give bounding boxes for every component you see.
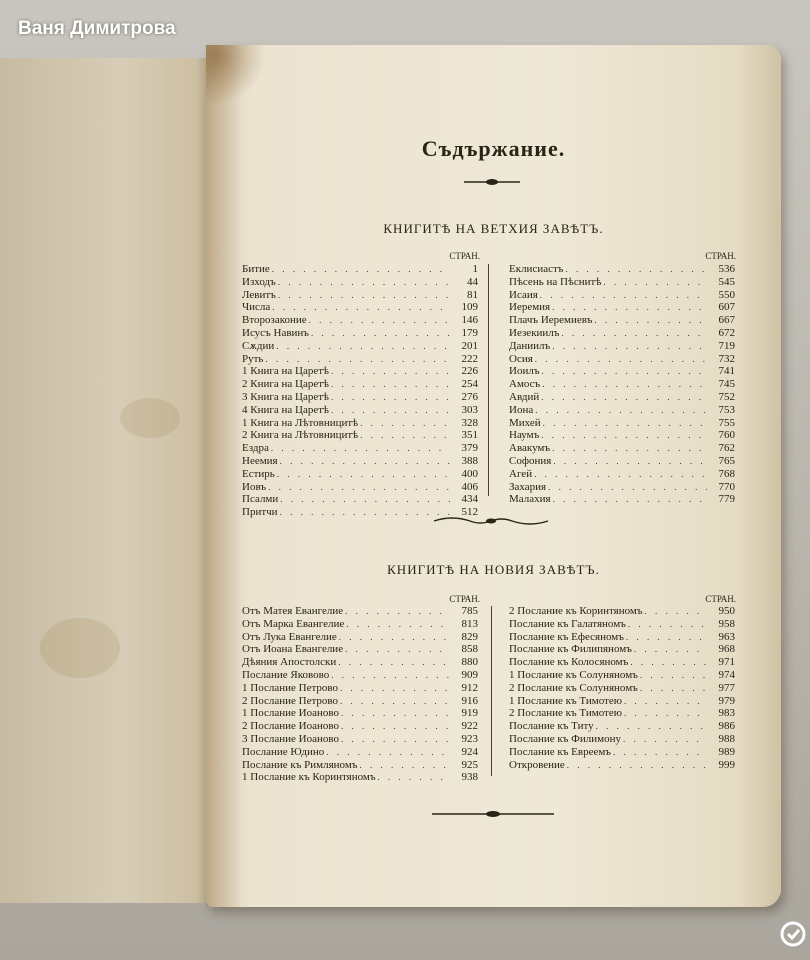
leader-dots xyxy=(552,301,707,314)
toc-entry xyxy=(509,301,735,314)
leader-dots xyxy=(541,429,707,442)
toc-entry-page: 785 xyxy=(461,605,478,617)
toc-entry-page: 276 xyxy=(461,390,478,403)
leader-dots xyxy=(603,276,707,289)
leader-dots xyxy=(630,656,707,669)
toc-entry-page: 924 xyxy=(461,745,478,758)
toc-entry-page: 974 xyxy=(718,668,735,681)
leader-dots xyxy=(360,759,451,772)
new-testament-left-page-header: СТРАН. xyxy=(449,594,480,604)
toc-entry xyxy=(242,720,478,733)
leader-dots xyxy=(543,417,707,430)
toc-entry xyxy=(242,365,478,378)
toc-entry-title: Иона xyxy=(509,403,534,416)
toc-entry xyxy=(242,493,478,506)
toc-entry xyxy=(242,656,478,669)
toc-entry-title: 2 Книга на Лѣтовницитѣ xyxy=(242,429,359,442)
title-ornament xyxy=(462,176,522,188)
toc-entry-title: Притчи xyxy=(242,506,278,519)
leader-dots xyxy=(640,669,707,682)
toc-entry-title: Послание къ Галатяномъ xyxy=(509,617,626,630)
leader-dots xyxy=(613,746,707,759)
toc-entry-page: 1 xyxy=(472,263,478,275)
toc-entry xyxy=(509,289,735,302)
toc-entry-title: 1 Послание Петрово xyxy=(242,681,339,694)
toc-entry xyxy=(242,301,478,314)
toc-entry-title: Захария xyxy=(509,480,547,493)
toc-entry xyxy=(242,276,478,289)
toc-entry xyxy=(242,417,478,430)
toc-entry-page: 968 xyxy=(718,643,735,656)
toc-entry xyxy=(509,481,735,494)
toc-entry-title: Послание къ Филипяномъ xyxy=(509,643,632,656)
toc-entry xyxy=(509,340,735,353)
toc-entry-page: 109 xyxy=(461,301,478,314)
watermark: Ваня Димитрова xyxy=(18,18,176,39)
column-divider xyxy=(488,264,489,496)
toc-entry-title: Иовъ xyxy=(242,480,267,493)
toc-entry xyxy=(242,771,478,784)
toc-entry xyxy=(509,404,735,417)
page-corner-stain xyxy=(206,45,266,105)
toc-entry-title: Плачъ Иеремиевъ xyxy=(509,314,593,327)
leader-dots xyxy=(331,365,450,378)
leader-dots xyxy=(340,695,450,708)
new-testament-right-list xyxy=(509,605,735,771)
leader-dots xyxy=(277,468,450,481)
toc-entry-title: Михей xyxy=(509,416,541,429)
leader-dots xyxy=(278,289,450,302)
toc-entry xyxy=(509,746,735,759)
leader-dots xyxy=(378,771,450,784)
toc-entry-title: 2 Послание къ Коринтяномъ xyxy=(509,605,643,617)
toc-entry-title: Авдий xyxy=(509,390,540,403)
toc-entry-title: Амосъ xyxy=(509,378,541,391)
leader-dots xyxy=(624,695,707,708)
toc-entry-title: 1 Книга на Царетѣ xyxy=(242,365,330,378)
toc-entry-title: Осия xyxy=(509,352,533,365)
toc-entry-title: 2 Послание къ Тимотею xyxy=(509,707,622,720)
toc-entry xyxy=(509,455,735,468)
leader-dots xyxy=(331,404,450,417)
toc-entry-title: Послание къ Римляномъ xyxy=(242,758,358,771)
toc-entry xyxy=(242,605,478,618)
toc-entry xyxy=(242,481,478,494)
toc-entry-page: 741 xyxy=(718,365,735,378)
toc-entry-page: 201 xyxy=(461,339,478,352)
toc-entry-page: 760 xyxy=(718,429,735,442)
toc-entry-page: 938 xyxy=(461,771,478,784)
toc-entry-page: 989 xyxy=(718,745,735,758)
leader-dots xyxy=(534,468,707,481)
toc-entry xyxy=(509,631,735,644)
toc-entry-page: 222 xyxy=(461,352,478,365)
leader-dots xyxy=(265,353,450,366)
toc-entry xyxy=(242,327,478,340)
toc-entry xyxy=(509,695,735,708)
toc-entry-page: 988 xyxy=(718,732,735,745)
toc-entry xyxy=(509,442,735,455)
toc-entry xyxy=(509,378,735,391)
toc-entry xyxy=(509,618,735,631)
toc-entry-title: Сѫдии xyxy=(242,339,275,352)
toc-entry-page: 925 xyxy=(461,758,478,771)
toc-entry xyxy=(509,468,735,481)
toc-entry-title: 1 Послание Иоаново xyxy=(242,707,339,720)
toc-entry xyxy=(509,682,735,695)
toc-entry-page: 406 xyxy=(461,480,478,493)
leader-dots xyxy=(594,314,707,327)
old-testament-right-list xyxy=(509,263,735,506)
toc-entry xyxy=(242,263,478,276)
toc-entry-page: 745 xyxy=(718,378,735,391)
toc-entry xyxy=(242,314,478,327)
leader-dots xyxy=(280,506,450,519)
leader-dots xyxy=(278,276,450,289)
leader-dots xyxy=(640,682,707,695)
leader-dots xyxy=(280,455,450,468)
toc-entry-page: 512 xyxy=(461,506,478,519)
toc-entry-title: Второзаконие xyxy=(242,314,307,327)
toc-entry-title: Исаия xyxy=(509,288,538,301)
toc-entry-page: 979 xyxy=(718,694,735,707)
toc-entry-title: Послание Юдино xyxy=(242,745,325,758)
leader-dots xyxy=(542,365,707,378)
toc-entry xyxy=(242,618,478,631)
toc-entry-title: Наумъ xyxy=(509,429,540,442)
toc-entry-page: 303 xyxy=(461,403,478,416)
leader-dots xyxy=(271,442,450,455)
toc-entry xyxy=(242,429,478,442)
toc-entry-page: 351 xyxy=(461,429,478,442)
toc-entry-page: 919 xyxy=(461,707,478,720)
toc-entry-page: 950 xyxy=(718,605,735,617)
toc-entry-title: Отъ Матея Евангелие xyxy=(242,605,344,617)
toc-entry-page: 550 xyxy=(718,288,735,301)
toc-entry-title: Откровение xyxy=(509,758,565,771)
leader-dots xyxy=(628,618,707,631)
toc-entry xyxy=(242,643,478,656)
toc-entry-title: Послание къ Колосяномъ xyxy=(509,656,629,669)
toc-entry-title: Иеремия xyxy=(509,301,551,314)
toc-entry-title: Неемия xyxy=(242,454,278,467)
leader-dots xyxy=(624,707,707,720)
toc-entry-page: 545 xyxy=(718,275,735,288)
toc-entry xyxy=(509,365,735,378)
toc-entry xyxy=(509,391,735,404)
left-page xyxy=(0,58,222,903)
old-testament-heading: КНИГИТѢ НА ВЕТХИЯ ЗАВѢТЪ. xyxy=(383,221,604,236)
toc-entry-page: 667 xyxy=(718,314,735,327)
toc-entry xyxy=(242,468,478,481)
toc-entry xyxy=(242,455,478,468)
section-ornament xyxy=(432,514,550,528)
toc-entry xyxy=(242,707,478,720)
leader-dots xyxy=(331,391,450,404)
toc-entry-page: 923 xyxy=(461,732,478,745)
toc-entry-title: Послание къ Ефесяномъ xyxy=(509,630,624,643)
leader-dots xyxy=(645,605,707,618)
toc-entry-page: 770 xyxy=(718,480,735,493)
toc-entry-page: 388 xyxy=(461,454,478,467)
old-testament-right-page-header: СТРАН. xyxy=(705,251,736,261)
toc-entry-title: Пѣсень на Пѣснитѣ xyxy=(509,275,602,288)
leader-dots xyxy=(268,481,450,494)
toc-entry-page: 732 xyxy=(718,352,735,365)
leader-dots xyxy=(345,643,450,656)
toc-entry xyxy=(509,720,735,733)
toc-entry-page: 779 xyxy=(718,493,735,506)
new-testament-heading: КНИГИТѢ НА НОВИЯ ЗАВѢТЪ. xyxy=(387,562,600,577)
leader-dots xyxy=(272,263,450,276)
toc-entry-title: Левитъ xyxy=(242,288,276,301)
leader-dots xyxy=(553,493,707,506)
new-testament-left-list xyxy=(242,605,478,784)
toc-entry-page: 977 xyxy=(718,681,735,694)
toc-entry-page: 963 xyxy=(718,630,735,643)
toc-entry xyxy=(242,746,478,759)
leader-dots xyxy=(567,759,707,772)
leader-dots xyxy=(623,733,707,746)
toc-entry xyxy=(509,314,735,327)
leader-dots xyxy=(548,481,707,494)
leader-dots xyxy=(553,455,707,468)
toc-entry xyxy=(509,276,735,289)
toc-entry xyxy=(242,378,478,391)
leader-dots xyxy=(272,301,450,314)
toc-entry-title: Руть xyxy=(242,352,264,365)
old-testament-left-page-header: СТРАН. xyxy=(449,251,480,261)
toc-entry-title: Иезекиилъ xyxy=(509,326,560,339)
leader-dots xyxy=(561,327,707,340)
toc-entry-title: Ездра xyxy=(242,442,269,455)
toc-entry-page: 971 xyxy=(718,656,735,669)
toc-entry-page: 254 xyxy=(461,378,478,391)
toc-entry-title: Исусъ Навинъ xyxy=(242,326,309,339)
leader-dots xyxy=(596,720,707,733)
toc-entry xyxy=(509,669,735,682)
leader-dots xyxy=(339,631,450,644)
toc-entry-page: 755 xyxy=(718,416,735,429)
leader-dots xyxy=(280,493,450,506)
toc-entry xyxy=(242,669,478,682)
leader-dots xyxy=(276,340,450,353)
leader-dots xyxy=(326,746,450,759)
toc-entry xyxy=(509,417,735,430)
toc-entry-page: 536 xyxy=(718,263,735,275)
toc-entry-title: 3 Книга на Царетѣ xyxy=(242,390,330,403)
toc-entry-title: 1 Послание къ Коринтяномъ xyxy=(242,771,376,784)
toc-entry-page: 179 xyxy=(461,326,478,339)
toc-entry-title: Софония xyxy=(509,454,552,467)
toc-entry-title: Отъ Иоана Евангелие xyxy=(242,643,344,656)
toc-entry xyxy=(509,707,735,720)
toc-entry-title: 2 Книга на Царетѣ xyxy=(242,378,330,391)
toc-entry xyxy=(509,759,735,772)
toc-entry-page: 986 xyxy=(718,720,735,733)
toc-entry-page: 400 xyxy=(461,467,478,480)
leader-dots xyxy=(535,353,707,366)
toc-entry-page: 379 xyxy=(461,442,478,455)
toc-entry xyxy=(509,733,735,746)
bazar-logo-icon xyxy=(697,914,807,954)
toc-entry-title: Отъ Марка Евангелие xyxy=(242,617,345,630)
toc-entry-title: 2 Послание къ Солуняномъ xyxy=(509,681,638,694)
toc-entry-title: 3 Послание Иоаново xyxy=(242,732,339,745)
leader-dots xyxy=(338,656,450,669)
toc-entry-page: 909 xyxy=(461,668,478,681)
toc-entry-page: 880 xyxy=(461,656,478,669)
leader-dots xyxy=(346,618,450,631)
toc-entry-title: Даниилъ xyxy=(509,339,551,352)
old-testament-left-list xyxy=(242,263,478,519)
toc-entry xyxy=(242,289,478,302)
bottom-ornament xyxy=(430,808,556,820)
toc-entry-title: Еклисиастъ xyxy=(509,263,564,275)
toc-entry-page: 762 xyxy=(718,442,735,455)
toc-entry-title: Малахия xyxy=(509,493,551,506)
toc-entry xyxy=(242,340,478,353)
toc-entry-page: 607 xyxy=(718,301,735,314)
leader-dots xyxy=(565,263,707,276)
toc-entry-page: 753 xyxy=(718,403,735,416)
toc-entry-title: Естирь xyxy=(242,467,275,480)
toc-entry-page: 916 xyxy=(461,694,478,707)
toc-entry xyxy=(242,353,478,366)
toc-entry xyxy=(509,605,735,618)
leader-dots xyxy=(340,682,450,695)
toc-entry-page: 922 xyxy=(461,720,478,733)
toc-entry xyxy=(242,733,478,746)
toc-entry xyxy=(242,695,478,708)
toc-entry-title: 1 Послание къ Солуняномъ xyxy=(509,668,638,681)
leader-dots xyxy=(331,669,450,682)
toc-entry xyxy=(242,682,478,695)
leader-dots xyxy=(535,404,707,417)
leader-dots xyxy=(541,391,707,404)
toc-entry-page: 813 xyxy=(461,617,478,630)
leader-dots xyxy=(552,340,707,353)
paper-stain xyxy=(40,618,120,678)
leader-dots xyxy=(309,314,450,327)
leader-dots xyxy=(552,442,707,455)
toc-entry xyxy=(509,327,735,340)
toc-entry-page: 768 xyxy=(718,467,735,480)
toc-entry-title: Авакумъ xyxy=(509,442,551,455)
leader-dots xyxy=(341,720,450,733)
leader-dots xyxy=(331,378,450,391)
toc-entry-title: Агей xyxy=(509,467,533,480)
toc-entry-title: Псалми xyxy=(242,493,279,506)
toc-entry-page: 912 xyxy=(461,681,478,694)
toc-entry-page: 958 xyxy=(718,617,735,630)
toc-entry-page: 983 xyxy=(718,707,735,720)
toc-entry-title: 1 Послание къ Тимотею xyxy=(509,694,622,707)
toc-entry-page: 999 xyxy=(718,758,735,771)
toc-entry xyxy=(509,353,735,366)
toc-entry xyxy=(242,404,478,417)
leader-dots xyxy=(540,289,707,302)
leader-dots xyxy=(634,643,707,656)
toc-entry-title: Иоилъ xyxy=(509,365,540,378)
toc-entry-title: Отъ Лука Евангелие xyxy=(242,630,337,643)
toc-entry-title: 1 Книга на Лѣтовницитѣ xyxy=(242,416,359,429)
page-edge-stain xyxy=(206,45,242,907)
toc-entry xyxy=(242,759,478,772)
toc-entry xyxy=(509,429,735,442)
toc-entry-title: Числа xyxy=(242,301,271,314)
toc-entry-page: 81 xyxy=(467,288,478,301)
toc-entry-title: 4 Книга на Царетѣ xyxy=(242,403,330,416)
toc-entry xyxy=(509,643,735,656)
toc-entry xyxy=(509,493,735,506)
toc-entry-page: 858 xyxy=(461,643,478,656)
toc-entry-title: 2 Послание Петрово xyxy=(242,694,339,707)
toc-entry-title: Изходъ xyxy=(242,275,276,288)
toc-entry xyxy=(242,631,478,644)
toc-entry-title: Послание къ Титу xyxy=(509,720,594,733)
new-testament-right-page-header: СТРАН. xyxy=(705,594,736,604)
toc-entry xyxy=(242,391,478,404)
toc-entry-title: Послание Яковово xyxy=(242,668,330,681)
toc-entry xyxy=(509,263,735,276)
toc-entry xyxy=(242,442,478,455)
toc-entry-title: Битие xyxy=(242,263,270,275)
toc-entry-page: 328 xyxy=(461,416,478,429)
leader-dots xyxy=(341,733,450,746)
toc-entry-title: Послание къ Филимону xyxy=(509,732,621,745)
toc-entry-page: 829 xyxy=(461,630,478,643)
toc-entry xyxy=(509,656,735,669)
toc-entry-title: Послание къ Евреемъ xyxy=(509,745,611,758)
toc-entry-page: 434 xyxy=(461,493,478,506)
toc-entry-title: 2 Послание Иоаново xyxy=(242,720,339,733)
leader-dots xyxy=(360,417,450,430)
toc-entry-page: 672 xyxy=(718,326,735,339)
toc-entry-title: Дѣяния Апостолски xyxy=(242,656,337,669)
leader-dots xyxy=(311,327,450,340)
toc-entry-page: 226 xyxy=(461,365,478,378)
leader-dots xyxy=(542,378,707,391)
toc-entry-page: 719 xyxy=(718,339,735,352)
page-title: Съдържание. xyxy=(421,136,566,161)
leader-dots xyxy=(626,631,707,644)
leader-dots xyxy=(360,429,450,442)
leader-dots xyxy=(345,605,450,618)
leader-dots xyxy=(341,707,450,720)
toc-entry-page: 752 xyxy=(718,390,735,403)
toc-entry-page: 44 xyxy=(467,275,478,288)
toc-entry-page: 765 xyxy=(718,454,735,467)
paper-stain xyxy=(120,398,180,438)
toc-entry-page: 146 xyxy=(461,314,478,327)
column-divider xyxy=(491,606,492,776)
